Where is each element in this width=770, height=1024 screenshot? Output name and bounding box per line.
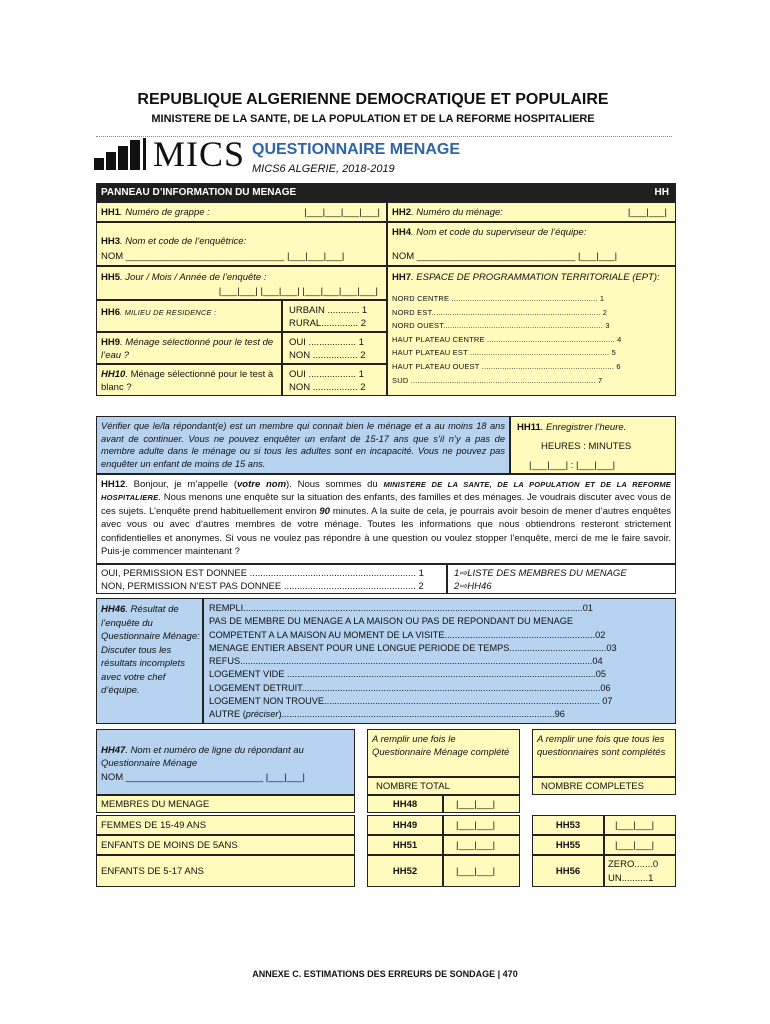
ept-option[interactable]: HAUT PLATEAU CENTRE ........................................................ 4: [392, 334, 622, 344]
result-option[interactable]: COMPETENT A LA MAISON AU MOMENT DE LA VISITE...........................................................02: [209, 629, 606, 640]
hh5-date-field[interactable]: |___|___| |___|___| |___|___|___|___|: [218, 286, 378, 297]
total-column-header: [367, 777, 520, 795]
count-code: HH48: [367, 795, 443, 813]
hh11-time-field[interactable]: |___|___| : |___|___|: [529, 460, 616, 471]
mics-bars-logo-icon: [94, 138, 152, 170]
panel-header-label: PANNEAU D’INFORMATION DU MENAGE: [101, 187, 297, 198]
hh5-code: HH5: [101, 272, 121, 283]
hh10-cell: [96, 364, 282, 396]
hh2-code: HH2: [392, 207, 412, 218]
hh6-options: [282, 300, 387, 332]
page-title: REPUBLIQUE ALGERIENNE DEMOCRATIQUE ET POPULAIRE: [137, 91, 609, 108]
completed-code: HH55: [532, 835, 604, 855]
permission-skips: [447, 564, 676, 594]
hh46-options: [203, 598, 676, 724]
hh10-no-option[interactable]: NON ................. 2: [289, 382, 366, 393]
panel-header-code: HH: [654, 187, 669, 198]
hh56-options: [604, 855, 676, 887]
hh6-urban-option[interactable]: URBAIN ............ 1: [289, 305, 368, 316]
completed-column-header: [532, 777, 676, 795]
hh2-label: . Numéro du ménage:: [411, 207, 503, 218]
count-field[interactable]: |___|___|: [443, 855, 520, 887]
ministry-subtitle: MINISTERE DE LA SANTE, DE LA POPULATION ET DE LA REFORME HOSPITALIERE: [151, 113, 595, 125]
hh6-label: . MILIEU DE RESIDENCE :: [120, 308, 217, 317]
total-note: [367, 729, 520, 777]
hh56-zero-option[interactable]: ZERO.......0: [608, 859, 659, 870]
hh47-label: . Nom et numéro de ligne du répondant au Questionnaire Ménage: [101, 745, 304, 769]
hh3-interviewer-field[interactable]: NOM ______________________________ |___|___|___|: [101, 251, 345, 262]
hh9-cell: [96, 332, 282, 364]
hh5-label: . Jour / Mois / Année de l’enquête :: [120, 272, 267, 283]
completed-note-text: A remplir une fois que tous les questionnaires sont complétés: [537, 734, 666, 758]
ept-option[interactable]: NORD EST.......................................................................... 2: [392, 307, 608, 317]
page-footer: ANNEXE C. ESTIMATIONS DES ERREURS DE SONDAGE | 470: [252, 969, 518, 979]
result-option[interactable]: LOGEMENT VIDE .........................................................................................................................05: [209, 669, 607, 680]
hh6-cell: [96, 300, 282, 332]
hh7-label: . ESPACE DE PROGRAMMATION TERRITORIALE (EPT):: [411, 272, 660, 283]
hh10-yes-option[interactable]: OUI .................. 1: [289, 369, 364, 380]
hh9-code: HH9: [101, 337, 121, 348]
hh1-label: . Numéro de grappe :: [120, 207, 210, 218]
survey-name: MICS6 ALGERIE, 2018-2019: [252, 163, 395, 175]
hh2-cell: [387, 202, 676, 222]
completed-note: [532, 729, 676, 777]
count-field[interactable]: |___|___|: [443, 815, 520, 835]
count-field[interactable]: |___|___|: [443, 795, 520, 813]
hh7-code: HH7: [392, 272, 412, 283]
hh1-code: HH1: [101, 207, 121, 218]
ept-option[interactable]: NORD CENTRE ................................................................ 1: [392, 294, 605, 303]
ept-option[interactable]: SUD ................................................................................. 7: [392, 375, 603, 385]
result-options-list: [209, 602, 617, 722]
hh46-label: . Résultat de l’enquête du Questionnaire Ménage: Discuter tous les résultats incomplets avec votre chef d’équipe.: [101, 604, 200, 696]
result-option[interactable]: LOGEMENT NON TROUVE............................................................................................................ 07: [209, 696, 613, 707]
hh7-cell: [387, 266, 676, 396]
count-row-label: ENFANTS DE 5-17 ANS: [96, 855, 355, 887]
completed-field[interactable]: |___|___|: [604, 815, 676, 835]
ept-option[interactable]: HAUT PLATEAU EST ............................................................. 5: [392, 348, 616, 358]
hh46-code: HH46: [101, 604, 126, 615]
count-row-label: FEMMES DE 15-49 ANS: [96, 815, 355, 835]
questionnaire-title: QUESTIONNAIRE MENAGE: [252, 141, 461, 158]
result-option[interactable]: LOGEMENT DETRUIT.....................................................................................................................06: [209, 682, 611, 693]
hh4-label: . Nom et code du superviseur de l’équipe:: [411, 227, 587, 238]
hh4-cell: [387, 222, 676, 266]
hh12-cell: [96, 474, 676, 564]
ept-options-list: [392, 292, 622, 387]
completed-field[interactable]: |___|___|: [604, 835, 676, 855]
hh47-code: HH47: [101, 745, 126, 756]
hh3-cell: [96, 222, 387, 266]
hh10-options: [282, 364, 387, 396]
count-field[interactable]: |___|___|: [443, 835, 520, 855]
hh9-no-option[interactable]: NON ................. 2: [289, 350, 366, 361]
hh47-respondent-field[interactable]: NOM __________________________ |___|___|: [101, 772, 305, 783]
count-row-label: MEMBRES DU MENAGE: [96, 795, 355, 813]
skip-to-member-list: 1⇨LISTE DES MEMBRES DU MENAGE: [454, 568, 627, 579]
hh3-label: . Nom et code de l’enquêtrice:: [120, 236, 247, 247]
hh9-options: [282, 332, 387, 364]
hh12-code: HH12: [101, 479, 126, 490]
hh4-supervisor-field[interactable]: NOM ______________________________ |___|___|: [392, 251, 618, 262]
count-code: HH52: [367, 855, 443, 887]
hh11-units: HEURES : MINUTES: [541, 441, 632, 452]
hh56-one-option[interactable]: UN..........1: [608, 873, 654, 884]
mics-logo-text: MICS: [153, 134, 246, 174]
total-header-label: NOMBRE TOTAL: [376, 781, 450, 792]
completed-code: HH56: [532, 855, 604, 887]
result-option[interactable]: PAS DE MEMBRE DU MENAGE A LA MAISON OU PAS DE REPONDANT DU MENAGE: [209, 616, 573, 627]
result-option[interactable]: MENAGE ENTIER ABSENT POUR UNE LONGUE PERIODE DE TEMPS......................................03: [209, 642, 617, 653]
hh11-code: HH11: [517, 422, 541, 433]
panel-header: [96, 183, 676, 202]
hh4-code: HH4: [392, 227, 412, 238]
hh5-cell: [96, 266, 387, 300]
hh10-label: . Ménage sélectionné pour le test à blanc ?: [101, 369, 274, 393]
permission-options: [96, 564, 447, 594]
result-option[interactable]: REFUS..........................................................................................................................................04: [209, 656, 603, 667]
hh6-code: HH6: [101, 307, 121, 318]
ept-option[interactable]: HAUT PLATEAU OUEST .......................................................... 6: [392, 361, 621, 371]
hh46-cell: [96, 598, 203, 724]
result-option[interactable]: REMPLI.....................................................................................................................................01: [209, 603, 593, 613]
permission-no-option[interactable]: NON, PERMISSION N’EST PAS DONNEE .................................................. 2: [101, 581, 424, 592]
hh1-cluster-number-field[interactable]: |___|___|___|___|: [304, 207, 380, 218]
permission-yes-option[interactable]: OUI, PERMISSION EST DONNEE ............................................................... 1: [101, 568, 424, 579]
hh2-household-number-field[interactable]: |___|___|: [627, 207, 667, 218]
hh11-label: . Enregistrer l’heure.: [540, 422, 627, 433]
completed-code: HH53: [532, 815, 604, 835]
instruction-text: Vérifier que le/la répondant(e) est un membre qui connait bien le ménage et a au moins 18 ans avant de continuer. Vous ne pouvez enquêter un enfant de 15-17 ans que s’il n’y a pas de membre adulte dans le ménage ou si tous les adultes sont en incapacité. Vous ne pouvez pas enquêter un enfant de moins de 15 ans.: [101, 421, 505, 469]
hh12-text: HH12. Bonjour, je m’appelle (votre nom). Nous sommes du MINISTERE DE LA SANTE, DE LA POPULATION ET DE LA REFORME HOSPITALIERE. Nous menons une enquête sur la situation des enfants, des familles et des ménages. Je voudrais discuter avec vous de ces sujets. L’enquête prend habituellement environ 90 minutes. A la suite de cela, je pourrais avoir besoin de mener d’autres enquêtes avec vous ou avec d’autres membres de votre ménage. Toutes les informations que nous obtiendrons resteront strictement confidentielles et anonymes. Si vous ne voulez pas répondre à une question ou voulez stopper l’enquête, merci de me le faire savoir. Puis-je commencer maintenant ?: [101, 479, 671, 558]
hh10-code: HH10: [101, 369, 126, 380]
respondent-instruction: [96, 416, 510, 474]
hh9-label: . Ménage sélectionné pour le test de l’eau ?: [101, 337, 274, 361]
hh1-cell: [96, 202, 387, 222]
hh47-cell: [96, 729, 355, 795]
count-row-label: ENFANTS DE MOINS DE 5ANS: [96, 835, 355, 855]
count-code: HH49: [367, 815, 443, 835]
hh3-code: HH3: [101, 236, 121, 247]
skip-to-hh46: 2⇨HH46: [454, 581, 492, 592]
total-note-text: A remplir une fois le Questionnaire Ménage complété: [372, 734, 510, 758]
hh11-cell: [510, 416, 676, 474]
ept-option[interactable]: NORD OUEST...................................................................... 3: [392, 321, 610, 331]
hh6-rural-option[interactable]: RURAL.............. 2: [289, 318, 367, 329]
count-code: HH51: [367, 835, 443, 855]
result-option-other[interactable]: AUTRE (préciser)...........................................................................................................96: [209, 709, 565, 720]
hh9-yes-option[interactable]: OUI .................. 1: [289, 337, 364, 348]
completed-header-label: NOMBRE COMPLETES: [541, 781, 644, 792]
